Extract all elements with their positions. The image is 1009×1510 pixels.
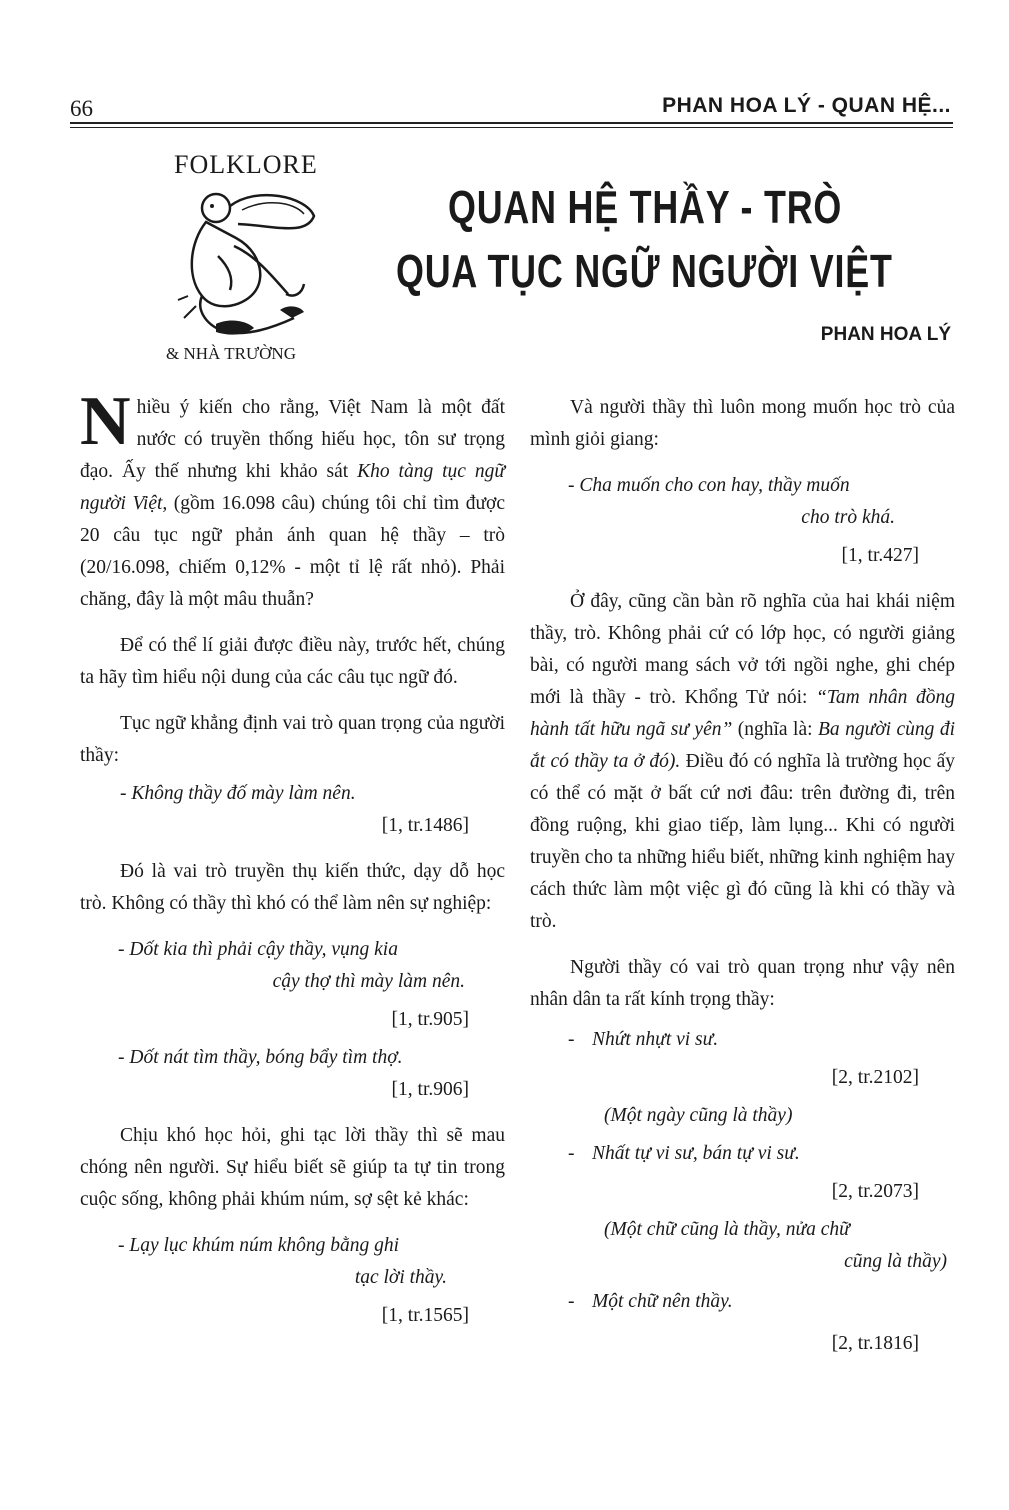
proverb: - Lạy lục khúm núm không bằng ghi: [118, 1235, 400, 1256]
text: (nghĩa là:: [732, 719, 818, 740]
text: hiều ý kiến cho rằng, Việt Nam là một đất nước có truyền thống hiếu học, tôn sư trọng đạo. Ấy thế nhưng khi khảo sát: [80, 397, 505, 482]
proverb-item: [530, 1138, 955, 1170]
bullet-dash: -: [568, 1029, 575, 1050]
page-number: 66: [70, 96, 93, 121]
article-title-line2: QUA TỤC NGỮ NGƯỜI VIỆT: [396, 245, 893, 297]
citation: [2, tr.2073]: [831, 1181, 919, 1202]
paragraph: Đó là vai trò truyền thụ kiến thức, dạy dỗ học trò. Không có thầy thì khó có thể làm nên sự nghiệp:: [80, 861, 505, 914]
paragraph: Chịu khó học hỏi, ghi tạc lời thầy thì sẽ mau chóng nên người. Sự hiểu biết sẽ giúp ta tự tin trong cuộc sống, không phải khúm núm, sợ sệt kẻ khác:: [80, 1125, 505, 1210]
citation: [1, tr.1565]: [381, 1305, 469, 1326]
proverb-item: [530, 1024, 955, 1056]
left-column: [80, 383, 505, 1346]
folklore-figure-icon: [176, 186, 316, 342]
text: (gồm 16.098 câu) chúng tôi chỉ tìm được 20 câu tục ngữ phản ánh quan hệ thầy – trò (20/16.098, chiếm 0,12% - một tỉ lệ rất nhỏ). Phải chăng, đây là một mâu thuẫn?: [80, 493, 505, 610]
paragraph: [80, 383, 505, 616]
proverb-cont: cho trò khá.: [801, 507, 895, 528]
quote: “Tam nhân đồng hành tất hữu ngã sư yên”: [530, 687, 955, 740]
proverb: - Dốt kia thì phải cậy thầy, vụng kia: [118, 939, 398, 960]
quote: Ba người cùng đi ắt có thầy ta ở đó).: [530, 719, 955, 772]
proverb: - Cha muốn cho con hay, thầy muốn: [568, 475, 850, 496]
citation: [1, tr.906]: [391, 1079, 469, 1100]
paragraph: Để có thể lí giải được điều này, trước hết, chúng ta hãy tìm hiểu nội dung của các câu tục ngữ đó.: [80, 635, 505, 688]
proverb: Một chữ nên thầy.: [592, 1291, 733, 1312]
citation: [2, tr.2102]: [831, 1067, 919, 1088]
citation: [1, tr.905]: [391, 1009, 469, 1030]
header-rule-thin: [70, 127, 953, 128]
gloss: (Một ngày cũng là thầy): [604, 1105, 793, 1126]
proverb-cont: tạc lời thầy.: [354, 1267, 447, 1288]
book-title: Kho tàng tục ngữ người Việt,: [80, 461, 505, 514]
citation: [1, tr.427]: [841, 545, 919, 566]
running-head: PHAN HOA LÝ - QUAN HỆ...: [662, 94, 951, 117]
citation: [2, tr.1816]: [831, 1333, 919, 1354]
paragraph: [530, 586, 955, 938]
right-column: [530, 392, 955, 1374]
text: Điều đó có nghĩa là trường học ấy có thể có mặt ở bất cứ nơi đâu: trên đường đi, trên đồng ruộng, khi giao tiếp, làm lụng... Khi có người truyền cho ta những hiểu biết, những kinh nghiệm hay cách thức làm một việc gì đó cũng là khi có thầy và trò.: [530, 751, 955, 932]
section-label: FOLKLORE: [174, 150, 318, 179]
section-sublabel: & NHÀ TRƯỜNG: [166, 344, 296, 363]
proverb: - Dốt nát tìm thầy, bóng bẩy tìm thợ.: [118, 1047, 403, 1068]
header-rule: [70, 122, 953, 124]
bullet-dash: -: [568, 1291, 575, 1312]
drop-cap: N: [80, 383, 131, 460]
article-title-line1: QUAN HỆ THẦY - TRÒ: [448, 181, 843, 233]
text: Ở đây, cũng cần bàn rõ nghĩa của hai khái niệm thầy, trò. Không phải cứ có lớp học, có người giảng bài, có người mang sách vở tới ngồi nghe, ghi chép mới là thầy - trò. Khổng Tử nói:: [530, 591, 955, 708]
gloss-cont: cũng là thầy): [844, 1251, 947, 1272]
proverb-item: [530, 1286, 955, 1318]
proverb: Nhứt nhựt vi sư.: [592, 1029, 719, 1050]
citation: [1, tr.1486]: [381, 815, 469, 836]
paragraph: Tục ngữ khẳng định vai trò quan trọng của người thầy:: [80, 713, 505, 766]
bullet-dash: -: [568, 1143, 575, 1164]
gloss: (Một chữ cũng là thầy, nửa chữ: [604, 1219, 850, 1240]
paragraph: Và người thầy thì luôn mong muốn học trò của mình giỏi giang:: [530, 397, 955, 450]
proverb-cont: cậy thợ thì mày làm nên.: [272, 971, 465, 992]
proverb: Nhất tự vi sư, bán tự vi sư.: [592, 1143, 800, 1164]
paragraph: Người thầy có vai trò quan trọng như vậy nên nhân dân ta rất kính trọng thầy:: [530, 957, 955, 1010]
proverb: - Không thầy đố mày làm nên.: [120, 783, 356, 804]
article-author: PHAN HOA LÝ: [820, 324, 951, 345]
